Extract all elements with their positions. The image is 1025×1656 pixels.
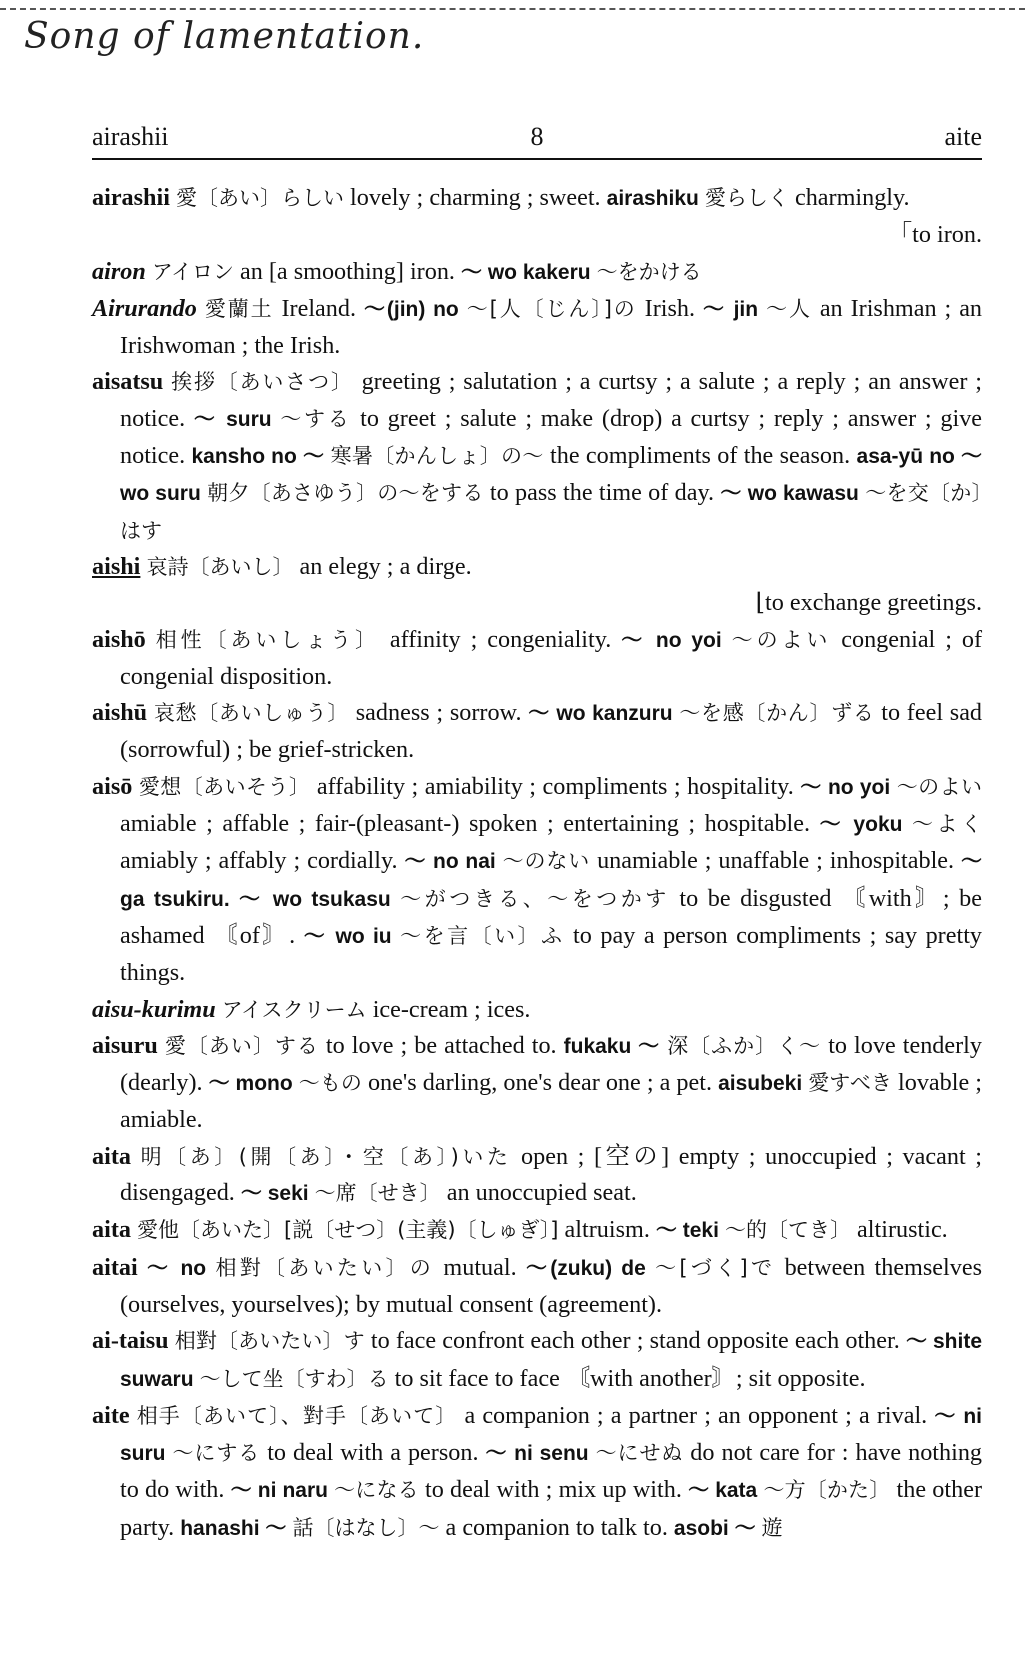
headword: aisu-kurimu (92, 995, 216, 1023)
japanese: ～を言〔い〕ふ (400, 923, 565, 948)
definition: altirustic. (851, 1216, 948, 1244)
phrase: ～ seki (240, 1182, 309, 1206)
japanese: ～にせぬ (595, 1441, 684, 1466)
overflow-text: 「to iron. (887, 221, 982, 249)
phrase: fukaku ～ (563, 1034, 661, 1058)
japanese: ～[人〔じん〕]の (466, 296, 637, 321)
headword: Airurando (92, 294, 197, 322)
japanese: ～よく (912, 812, 982, 837)
japanese: ～[づく]で (655, 1255, 776, 1280)
phrase: ～ mono (208, 1072, 293, 1096)
definition: to sit face to face 〘with another〙; sit opposite. (388, 1364, 866, 1392)
definition: the compliments of the season. (543, 442, 857, 470)
definition: between themselves (ourselves, yourselves); by mutual consent (agreement). (120, 1253, 982, 1318)
japanese: 挨拶〔あいさつ〕 (171, 370, 354, 395)
entry-airon (92, 254, 982, 291)
japanese: ～のよい (731, 627, 832, 652)
japanese: ～的〔てき〕 (725, 1218, 851, 1243)
dictionary-column (92, 180, 982, 1547)
phrase: ～ no (147, 1256, 207, 1280)
japanese: 愛想〔あいそう〕 (138, 774, 311, 799)
japanese: 遊 (761, 1515, 783, 1540)
header-last-word: aite (944, 122, 982, 151)
japanese: 哀愁〔あいしゅう〕 (153, 701, 350, 726)
japanese: 愛蘭土 (204, 296, 274, 321)
definition: charmingly. (788, 184, 910, 211)
japanese: 愛すべき (808, 1071, 892, 1096)
entry-aite (92, 1398, 982, 1547)
japanese: 相性〔あいしょう〕 (155, 627, 380, 652)
header-first-word: airashii (92, 122, 169, 151)
japanese: 朝夕〔あさゆう〕の～をする (207, 481, 484, 506)
phrase: kansho no ～ (191, 445, 325, 469)
headword: aita (92, 1142, 131, 1170)
entry-aisho (92, 622, 982, 696)
phrase: ～ jin (702, 297, 759, 321)
headword: aitai (92, 1253, 138, 1281)
definition: amiably ; affably ; cordially. (120, 847, 405, 875)
definition: altruism. (558, 1216, 656, 1244)
definition: to feel sad (sorrowful) ; be grief-stricken. (120, 699, 983, 764)
definition: greeting ; salutation ; a curtsy ; a salute ; a reply ; an answer ; notice. (120, 368, 983, 432)
entry-aitai (92, 1250, 982, 1324)
definition: open ; [空の] empty ; unoccupied ; vacant ; disengaged. (120, 1142, 982, 1207)
definition: one's darling, one's dear one ; a pet. (361, 1069, 719, 1097)
definition: an elegy ; a dirge. (293, 552, 472, 580)
entry-aita-open (92, 1139, 982, 1213)
entry-aishu (92, 695, 982, 769)
japanese: 深〔ふか〕く～ (667, 1033, 822, 1058)
japanese: ～をかける (596, 259, 702, 284)
japanese: ～方〔かた〕 (763, 1478, 891, 1503)
japanese: ～になる (334, 1478, 419, 1503)
entry-airurando (92, 291, 982, 365)
japanese: ～もの (298, 1071, 362, 1096)
definition: an Irishman ; an Irishwoman ; the Irish. (120, 294, 983, 360)
definition: to deal with ; mix up with. (418, 1476, 689, 1504)
headword: aisuru (92, 1031, 158, 1059)
japanese: ～して坐〔すわ〕る (199, 1366, 389, 1391)
phrase: ～ no yoi (800, 775, 891, 799)
phrase: ～ suru (193, 407, 272, 431)
definition: congenial ; of congenial disposition. (120, 625, 983, 690)
headword: airon (92, 257, 146, 285)
japanese: 明〔あ〕(開〔あ〕・空〔あ〕)いた (140, 1144, 512, 1169)
definition: an unoccupied seat. (440, 1179, 637, 1207)
entry-aisu-kurimu (92, 992, 982, 1028)
japanese: ～のよい (896, 774, 983, 799)
headword: aisō (92, 772, 133, 800)
japanese: 相對〔あいたい〕す (174, 1329, 365, 1354)
headword: aisatsu (92, 368, 164, 396)
japanese: ～を交〔か〕はす (120, 481, 983, 543)
headword: aite (92, 1401, 130, 1429)
japanese: ～人 (766, 296, 812, 321)
phrase: hanashi ～ (180, 1516, 287, 1540)
definition: sadness ; sorrow. (349, 699, 529, 727)
definition: mutual. (434, 1253, 526, 1281)
phrase: ～ kata (688, 1479, 758, 1503)
phrase: ～(jin) no (363, 297, 459, 321)
japanese: 相對〔あいたい〕の (215, 1255, 435, 1280)
definition: a companion to talk to. (439, 1513, 674, 1541)
definition: to love tenderly (dearly). (120, 1031, 982, 1097)
overflow-text: ⌊to exchange greetings. (755, 589, 982, 617)
definition: lovable ; amiable. (120, 1069, 982, 1134)
definition: do not care for : have nothing to do with. (120, 1439, 983, 1504)
japanese: ～がつきる、～をつかす (400, 886, 670, 911)
japanese: 愛〔あい〕らしい (176, 186, 344, 210)
phrase: ～ shite suwaru (120, 1330, 983, 1391)
top-rule (0, 8, 1025, 10)
definition: to face confront each other ; stand opposite each other. (364, 1327, 906, 1355)
entry-aiso (92, 769, 982, 992)
phrase: ～ ni naru (230, 1479, 328, 1503)
headword: ai-taisu (92, 1327, 169, 1355)
phrase: ～ no yoi (621, 628, 722, 652)
headword: aishi (92, 552, 141, 580)
japanese: 愛他〔あいた〕[説〔せつ〕(主義)〔しゅぎ〕] (137, 1218, 559, 1243)
headword: aishū (92, 699, 148, 727)
definition: to pass the time of day. (483, 479, 721, 507)
definition: an [a smoothing] iron. (233, 257, 462, 285)
phrase: asobi ～ (673, 1516, 756, 1540)
definition: to deal with a person. (260, 1439, 486, 1467)
phrase: ～(zuku) de (526, 1256, 646, 1280)
phrase: ～ ni suru (120, 1404, 982, 1466)
phrase: ～ wo iu (303, 924, 392, 948)
entry-airashii (92, 180, 982, 254)
headword: aita (92, 1216, 131, 1244)
japanese: ～を感〔かん〕ずる (679, 701, 875, 726)
japanese: ～のない (502, 849, 591, 874)
japanese: 話〔はなし〕～ (292, 1515, 440, 1540)
phrase: ～ yoku (819, 813, 903, 837)
definition: unamiable ; unaffable ; inhospitable. (590, 847, 962, 875)
entry-aishi (92, 549, 982, 622)
entry-aita-altruism (92, 1212, 982, 1249)
definition: to greet ; salute ; make (drop) a curtsy ; reply ; answer ; give notice. (120, 404, 983, 470)
phrase: aisubeki (718, 1072, 803, 1096)
phrase: ～ ni senu (485, 1442, 589, 1466)
handwritten-annotation: Song of lamentation. (24, 16, 425, 57)
definition: a companion ; a partner ; an opponent ; a rival. (457, 1401, 935, 1429)
japanese: 愛らしく (704, 186, 789, 210)
definition: Irish. (636, 294, 703, 322)
definition: to be disgusted 〘with〙; be ashamed 〘of〙. (120, 884, 983, 949)
phrase: ～ teki (655, 1219, 719, 1243)
phrase: ～ wo kawasu (720, 482, 859, 506)
entry-aisatsu (92, 364, 982, 548)
phrase: airashiku (606, 187, 699, 210)
definition: affinity ; congeniality. (379, 625, 622, 653)
definition: Ireland. (273, 294, 364, 322)
definition: to love ; be attached to. (318, 1031, 564, 1059)
japanese: ～する (280, 406, 352, 431)
definition: lovely ; charming ; sweet. (344, 184, 607, 211)
definition: to pay a person compliments ; say pretty things. (120, 921, 983, 987)
japanese: ～席〔せき〕 (314, 1181, 441, 1206)
phrase: ～ ga tsukiru. ～ wo tsukasu (120, 850, 983, 911)
japanese: 哀詩〔あいし〕 (146, 554, 294, 579)
page-header (92, 122, 982, 160)
definition: the other party. (120, 1476, 983, 1541)
entry-aisuru (92, 1028, 982, 1139)
phrase: ～ wo kanzuru (528, 702, 673, 726)
definition: ice-cream ; ices. (366, 995, 531, 1023)
japanese: 寒暑〔かんしょ〕の～ (330, 444, 544, 469)
phrase: ～ wo kakeru (461, 260, 591, 284)
japanese: アイロン (151, 259, 234, 284)
headword: aishō (92, 625, 146, 653)
japanese: 相手〔あいて〕、對手〔あいて〕 (136, 1403, 458, 1428)
japanese: ～にする (172, 1441, 261, 1466)
headword: airashii (92, 184, 170, 211)
definition: affability ; amiability ; compliments ; hospitality. (310, 772, 801, 800)
page-number: 8 (530, 122, 544, 151)
japanese: アイスクリーム (221, 997, 367, 1022)
definition: amiable ; affable ; fair-(pleasant-) spoken ; entertaining ; hospitable. (120, 810, 820, 838)
phrase: asa-yū no ～ wo suru (120, 445, 982, 506)
entry-ai-taisu (92, 1323, 982, 1398)
phrase: ～ no nai (404, 850, 496, 874)
japanese: 愛〔あい〕する (164, 1033, 319, 1058)
